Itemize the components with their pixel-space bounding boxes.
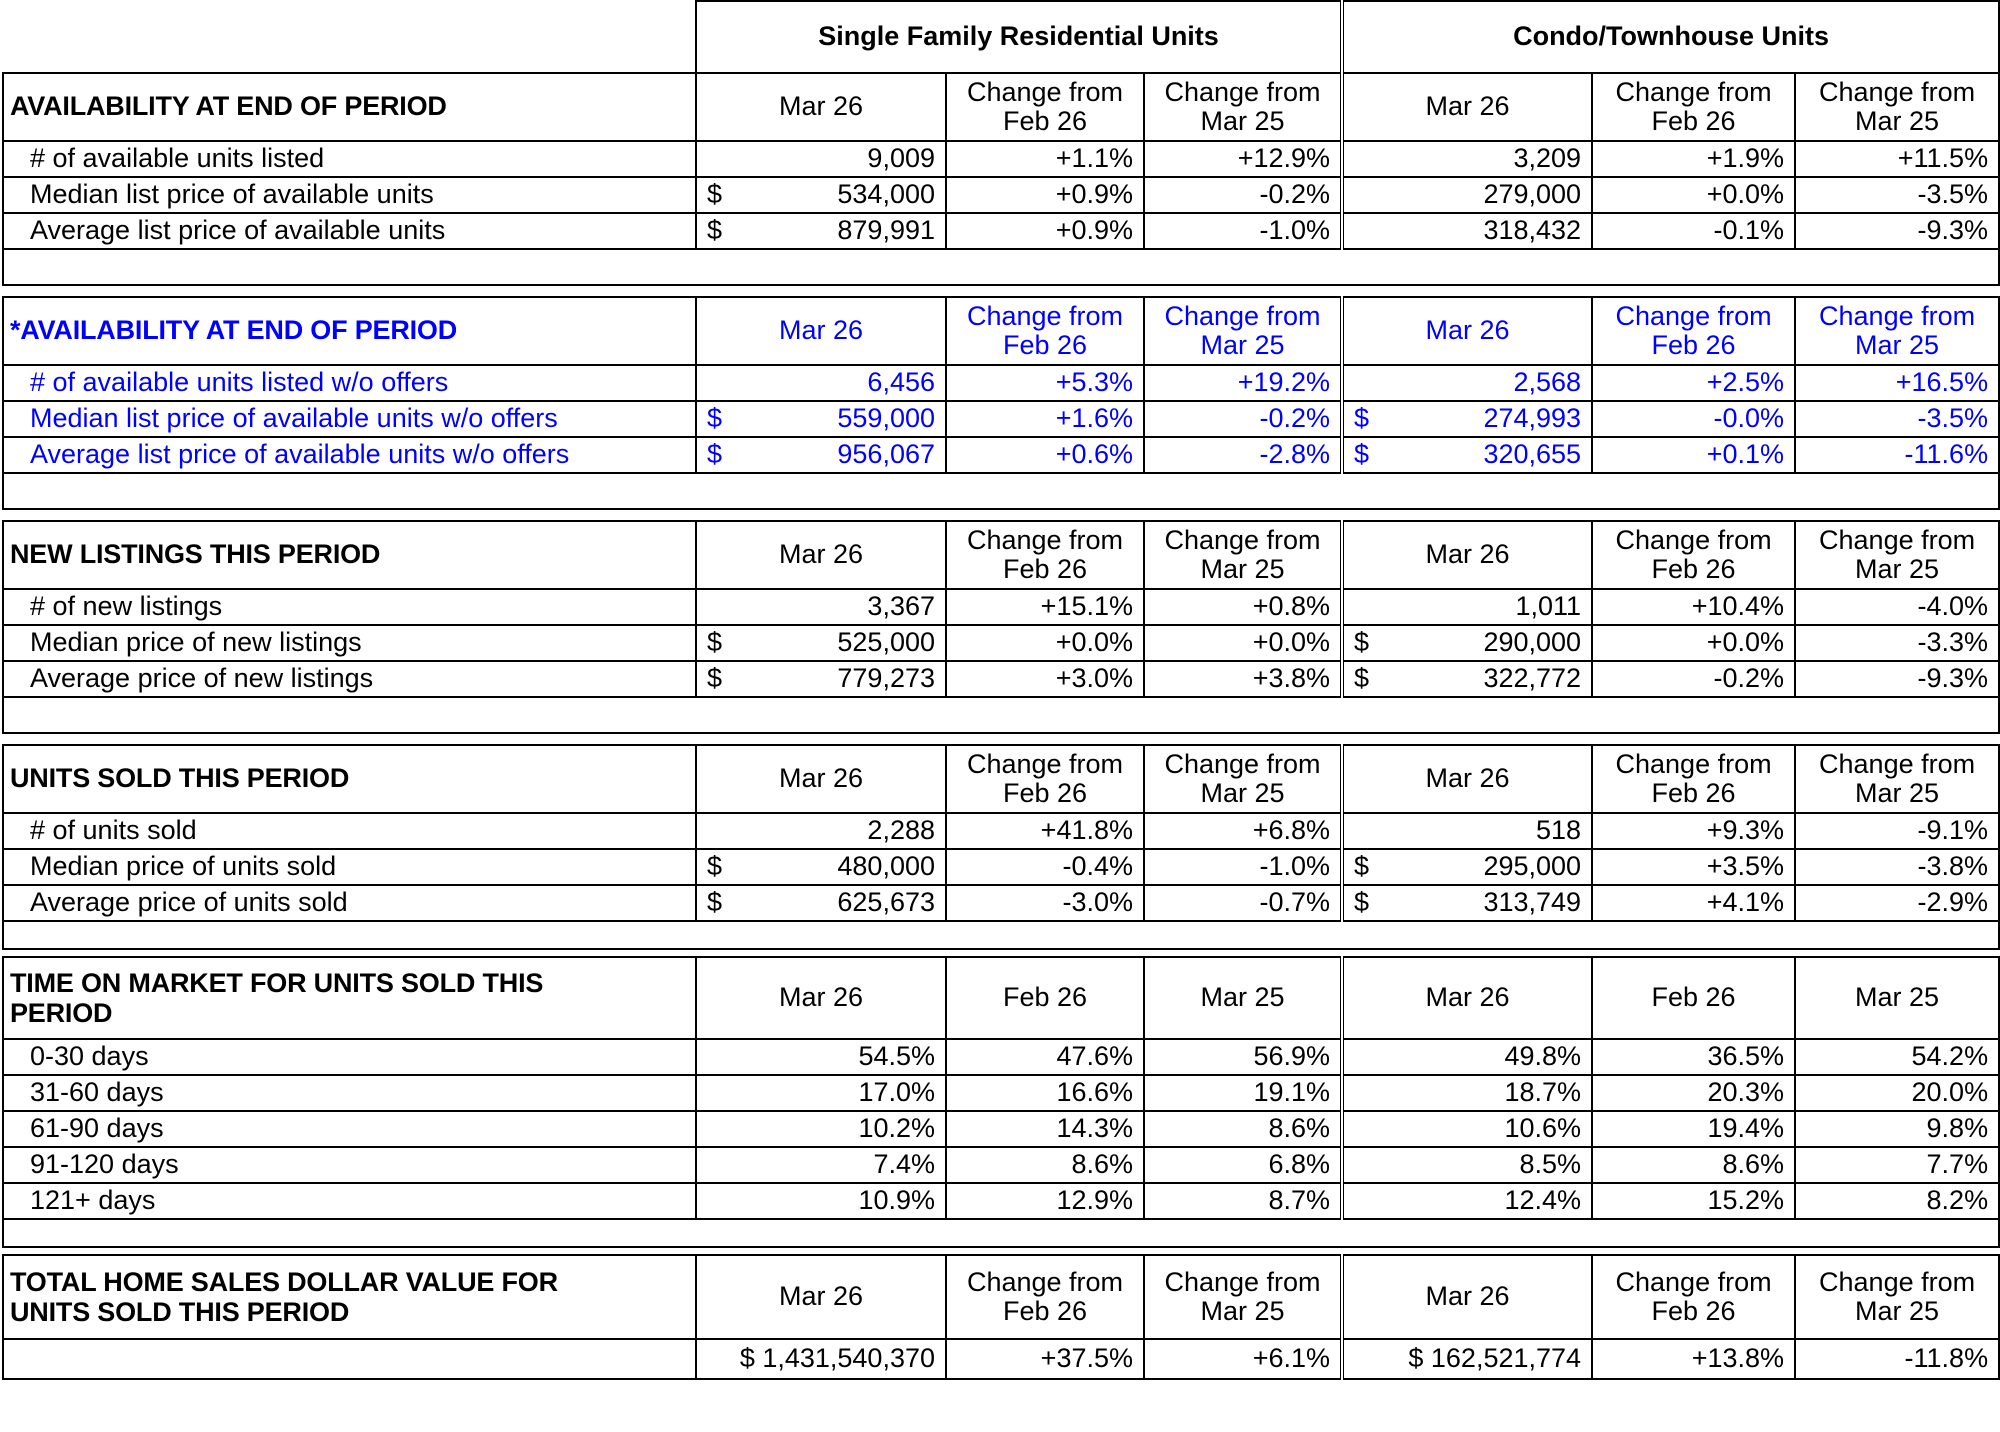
currency-symbol [1342, 1147, 1394, 1183]
sfr-value: 17.0% [748, 1075, 946, 1111]
sfr-change-mom: +1.1% [946, 141, 1144, 177]
sfr-mar25: 19.1% [1144, 1075, 1342, 1111]
condo-change-mom: -0.1% [1592, 213, 1795, 249]
currency-symbol: $ [696, 661, 748, 697]
condo-change-mom: -0.2% [1592, 661, 1795, 697]
row-label: Average list price of available units w/o offers [3, 437, 696, 473]
group-header-single-family: Single Family Residential Units [696, 1, 1342, 73]
group-header-row [3, 1, 1999, 73]
row-label: 91-120 days [3, 1147, 696, 1183]
colhead-sfr-yoy [1144, 297, 1342, 365]
condo-change-mom: -0.0% [1592, 401, 1795, 437]
table-row [3, 885, 1999, 921]
colhead-condo-mom [1592, 297, 1795, 365]
sfr-mar25: 8.7% [1144, 1183, 1342, 1219]
currency-symbol [696, 1147, 748, 1183]
currency-symbol [696, 813, 748, 849]
condo-value: 290,000 [1394, 625, 1592, 661]
currency-symbol: $ [1342, 625, 1394, 661]
row-label: Average price of new listings [3, 661, 696, 697]
feb-26-text: Feb 26 [1651, 778, 1736, 808]
mar-25-text: Mar 25 [1855, 330, 1940, 360]
table-row [3, 813, 1999, 849]
condo-value: 313,749 [1394, 885, 1592, 921]
colhead-condo-current: Mar 26 [1342, 521, 1592, 589]
condo-value: 279,000 [1394, 177, 1592, 213]
colhead-sfr-mom [946, 1255, 1144, 1339]
change-from-text: Change from [966, 524, 1124, 555]
feb-26-text: Feb 26 [1002, 330, 1088, 360]
sfr-value: 3,367 [748, 589, 946, 625]
currency-symbol [1342, 365, 1394, 401]
colhead-sfr-mar25: Mar 25 [1144, 957, 1342, 1039]
currency-symbol: $ [696, 625, 748, 661]
table-row [3, 1183, 1999, 1219]
table-row [3, 213, 1999, 249]
sfr-change-yoy: -1.0% [1144, 849, 1342, 885]
row-label: Median price of units sold [3, 849, 696, 885]
table-row [3, 1039, 1999, 1075]
feb-26-text: Feb 26 [1002, 106, 1088, 136]
change-from-text: Change from [966, 300, 1124, 331]
feb-26-text: Feb 26 [1651, 330, 1736, 360]
gap [3, 949, 1999, 957]
currency-symbol [696, 1183, 748, 1219]
colhead-sfr-current: Mar 26 [696, 297, 946, 365]
mar-25-text: Mar 25 [1855, 106, 1940, 136]
sfr-value: 625,673 [748, 885, 946, 921]
currency-symbol: $ [696, 437, 748, 473]
sfr-change-mom: -0.4% [946, 849, 1144, 885]
condo-change-yoy: -3.3% [1795, 625, 1999, 661]
sfr-change-yoy: +19.2% [1144, 365, 1342, 401]
colhead-sfr-yoy [1144, 521, 1342, 589]
currency-symbol: $ [696, 849, 748, 885]
colhead-condo-mom [1592, 521, 1795, 589]
sfr-feb26: 12.9% [946, 1183, 1144, 1219]
section-gap [3, 285, 1999, 297]
row-label: Median list price of available units w/o offers [3, 401, 696, 437]
table-row [3, 365, 1999, 401]
section-total-sales-header-row [3, 1255, 1999, 1339]
currency-symbol: $ [1342, 885, 1394, 921]
condo-feb26: 19.4% [1592, 1111, 1795, 1147]
section-spacer [3, 921, 1999, 949]
feb-26-text: Feb 26 [1651, 1296, 1736, 1326]
condo-total-value: $ 162,521,774 [1342, 1339, 1592, 1379]
colhead-sfr-mom [946, 521, 1144, 589]
condo-change-yoy: -2.9% [1795, 885, 1999, 921]
condo-value: 8.5% [1394, 1147, 1592, 1183]
table-row [3, 1147, 1999, 1183]
section-spacer [3, 249, 1999, 285]
sfr-total-value: $ 1,431,540,370 [696, 1339, 946, 1379]
change-from-text: Change from [1615, 1266, 1772, 1297]
sfr-value: 480,000 [748, 849, 946, 885]
section-spacer [3, 473, 1999, 509]
condo-value: 518 [1394, 813, 1592, 849]
sfr-change-yoy: +3.8% [1144, 661, 1342, 697]
section-title-availability: AVAILABILITY AT END OF PERIOD [3, 73, 696, 141]
colhead-condo-yoy [1795, 297, 1999, 365]
currency-symbol [1342, 813, 1394, 849]
row-label: # of units sold [3, 813, 696, 849]
row-label: # of new listings [3, 589, 696, 625]
sfr-mar25: 6.8% [1144, 1147, 1342, 1183]
feb-26-text: Feb 26 [1002, 778, 1088, 808]
sfr-value: 559,000 [748, 401, 946, 437]
table-row [3, 1339, 1999, 1379]
currency-symbol [696, 1039, 748, 1075]
spacer-band [3, 249, 1999, 285]
row-label: 31-60 days [3, 1075, 696, 1111]
sfr-change-yoy: +6.8% [1144, 813, 1342, 849]
colhead-sfr-mom [946, 745, 1144, 813]
condo-value: 18.7% [1394, 1075, 1592, 1111]
condo-value: 322,772 [1394, 661, 1592, 697]
sfr-value: 956,067 [748, 437, 946, 473]
feb-26-text: Feb 26 [1002, 1296, 1088, 1326]
colhead-condo-feb26: Feb 26 [1592, 957, 1795, 1039]
row-label: Median list price of available units [3, 177, 696, 213]
condo-change-yoy: +11.5% [1795, 141, 1999, 177]
mar-25-text: Mar 25 [1855, 778, 1940, 808]
sfr-change-mom: +1.6% [946, 401, 1144, 437]
currency-symbol: $ [1342, 661, 1394, 697]
feb-26-text: Feb 26 [1651, 106, 1736, 136]
row-label: 0-30 days [3, 1039, 696, 1075]
condo-mar25: 54.2% [1795, 1039, 1999, 1075]
table-row [3, 661, 1999, 697]
currency-symbol [696, 1075, 748, 1111]
currency-symbol [1342, 1075, 1394, 1111]
colhead-condo-current: Mar 26 [1342, 297, 1592, 365]
condo-value: 1,011 [1394, 589, 1592, 625]
sfr-change-yoy: +0.8% [1144, 589, 1342, 625]
colhead-condo-mom [1592, 745, 1795, 813]
condo-value: 295,000 [1394, 849, 1592, 885]
row-label: Average list price of available units [3, 213, 696, 249]
change-from-text: Change from [966, 748, 1124, 779]
sfr-change-yoy: +0.0% [1144, 625, 1342, 661]
sfr-change-mom: +37.5% [946, 1339, 1144, 1379]
sfr-change-yoy: -0.7% [1144, 885, 1342, 921]
condo-change-mom: +1.9% [1592, 141, 1795, 177]
condo-value: 49.8% [1394, 1039, 1592, 1075]
table-row [3, 1075, 1999, 1111]
condo-feb26: 15.2% [1592, 1183, 1795, 1219]
currency-symbol: $ [1342, 849, 1394, 885]
sfr-feb26: 47.6% [946, 1039, 1144, 1075]
change-from-text: Change from [1615, 300, 1772, 331]
colhead-sfr-current: Mar 26 [696, 73, 946, 141]
colhead-condo-yoy [1795, 521, 1999, 589]
section-gap [3, 1247, 1999, 1255]
condo-value: 2,568 [1394, 365, 1592, 401]
condo-change-mom: +10.4% [1592, 589, 1795, 625]
condo-mar25: 20.0% [1795, 1075, 1999, 1111]
condo-value: 318,432 [1394, 213, 1592, 249]
sfr-value: 779,273 [748, 661, 946, 697]
section-units-sold-header-row [3, 745, 1999, 813]
section-new-listings-header-row [3, 521, 1999, 589]
condo-value: 10.6% [1394, 1111, 1592, 1147]
currency-symbol [1342, 1183, 1394, 1219]
title-line-1: TOTAL HOME SALES DOLLAR VALUE FOR [10, 1266, 558, 1297]
colhead-sfr-yoy [1144, 73, 1342, 141]
colhead-sfr-feb26: Feb 26 [946, 957, 1144, 1039]
sfr-change-yoy: +12.9% [1144, 141, 1342, 177]
sfr-change-yoy: -2.8% [1144, 437, 1342, 473]
condo-value: 274,993 [1394, 401, 1592, 437]
colhead-condo-current: Mar 26 [1342, 957, 1592, 1039]
colhead-condo-mom [1592, 73, 1795, 141]
section-title-availability-no-offers: *AVAILABILITY AT END OF PERIOD [3, 297, 696, 365]
colhead-condo-mar25: Mar 25 [1795, 957, 1999, 1039]
sfr-mar25: 8.6% [1144, 1111, 1342, 1147]
row-label: 121+ days [3, 1183, 696, 1219]
currency-symbol [696, 1111, 748, 1147]
feb-26-text: Feb 26 [1651, 554, 1736, 584]
section-time-on-market-header-row [3, 957, 1999, 1039]
condo-change-yoy: -9.3% [1795, 213, 1999, 249]
mar-25-text: Mar 25 [1200, 554, 1285, 584]
sfr-change-yoy: -0.2% [1144, 401, 1342, 437]
condo-feb26: 20.3% [1592, 1075, 1795, 1111]
change-from-text: Change from [1615, 76, 1772, 107]
currency-symbol: $ [696, 177, 748, 213]
sfr-value: 10.9% [748, 1183, 946, 1219]
colhead-condo-mom [1592, 1255, 1795, 1339]
colhead-condo-yoy [1795, 745, 1999, 813]
condo-feb26: 36.5% [1592, 1039, 1795, 1075]
condo-value: 12.4% [1394, 1183, 1592, 1219]
title-line-2: UNITS SOLD THIS PERIOD [10, 1297, 350, 1327]
mar-25-text: Mar 25 [1855, 554, 1940, 584]
change-from-text: Change from [1819, 524, 1976, 555]
condo-change-mom: +4.1% [1592, 885, 1795, 921]
currency-symbol [1342, 1111, 1394, 1147]
sfr-value: 2,288 [748, 813, 946, 849]
condo-value: 3,209 [1394, 141, 1592, 177]
condo-change-mom: +3.5% [1592, 849, 1795, 885]
section-gap [3, 949, 1999, 957]
colhead-sfr-yoy [1144, 1255, 1342, 1339]
gap [3, 509, 1999, 521]
sfr-change-mom: -3.0% [946, 885, 1144, 921]
section-gap [3, 733, 1999, 745]
change-from-text: Change from [1164, 524, 1321, 555]
currency-symbol [1342, 141, 1394, 177]
colhead-sfr-current: Mar 26 [696, 957, 946, 1039]
section-title-new-listings: NEW LISTINGS THIS PERIOD [3, 521, 696, 589]
mar-25-text: Mar 25 [1200, 778, 1285, 808]
currency-symbol [1342, 177, 1394, 213]
condo-change-mom: +0.0% [1592, 177, 1795, 213]
sfr-change-mom: +41.8% [946, 813, 1144, 849]
currency-symbol: $ [696, 213, 748, 249]
title-line-1: TIME ON MARKET FOR UNITS SOLD THIS [10, 967, 544, 998]
condo-change-yoy: -3.5% [1795, 401, 1999, 437]
change-from-text: Change from [1164, 1266, 1321, 1297]
condo-change-yoy: -3.5% [1795, 177, 1999, 213]
change-from-text: Change from [1819, 748, 1976, 779]
sfr-value: 534,000 [748, 177, 946, 213]
condo-change-mom: +9.3% [1592, 813, 1795, 849]
condo-change-yoy: -3.8% [1795, 849, 1999, 885]
section-title-units-sold: UNITS SOLD THIS PERIOD [3, 745, 696, 813]
title-line-2: PERIOD [10, 998, 113, 1028]
condo-feb26: 8.6% [1592, 1147, 1795, 1183]
section-availability-no-offers-header-row [3, 297, 1999, 365]
spacer-band [3, 1219, 1999, 1247]
condo-change-yoy: -11.8% [1795, 1339, 1999, 1379]
condo-mar25: 7.7% [1795, 1147, 1999, 1183]
sfr-feb26: 16.6% [946, 1075, 1144, 1111]
colhead-sfr-current: Mar 26 [696, 1255, 946, 1339]
section-title-total-home-sales [3, 1255, 696, 1339]
empty-corner [3, 1, 696, 73]
table-row [3, 589, 1999, 625]
colhead-sfr-mom [946, 297, 1144, 365]
table-row [3, 625, 1999, 661]
condo-change-yoy: -9.1% [1795, 813, 1999, 849]
colhead-condo-current: Mar 26 [1342, 73, 1592, 141]
currency-symbol: $ [696, 401, 748, 437]
change-from-text: Change from [1819, 1266, 1976, 1297]
row-label: 61-90 days [3, 1111, 696, 1147]
sfr-value: 879,991 [748, 213, 946, 249]
condo-mar25: 8.2% [1795, 1183, 1999, 1219]
feb-26-text: Feb 26 [1002, 554, 1088, 584]
change-from-text: Change from [1819, 76, 1976, 107]
row-label: # of available units listed [3, 141, 696, 177]
condo-change-yoy: +16.5% [1795, 365, 1999, 401]
sfr-change-mom: +0.9% [946, 177, 1144, 213]
colhead-sfr-current: Mar 26 [696, 745, 946, 813]
table-row [3, 401, 1999, 437]
change-from-text: Change from [1164, 76, 1321, 107]
sfr-change-mom: +0.6% [946, 437, 1144, 473]
colhead-sfr-yoy [1144, 745, 1342, 813]
currency-symbol [1342, 589, 1394, 625]
sfr-change-yoy: +6.1% [1144, 1339, 1342, 1379]
mar-25-text: Mar 25 [1200, 1296, 1285, 1326]
row-label: Median price of new listings [3, 625, 696, 661]
spacer-band [3, 473, 1999, 509]
condo-change-yoy: -4.0% [1795, 589, 1999, 625]
table-row [3, 437, 1999, 473]
sfr-change-mom: +0.9% [946, 213, 1144, 249]
condo-change-mom: +13.8% [1592, 1339, 1795, 1379]
colhead-condo-yoy [1795, 1255, 1999, 1339]
sfr-change-mom: +15.1% [946, 589, 1144, 625]
condo-change-mom: +0.0% [1592, 625, 1795, 661]
change-from-text: Change from [1164, 748, 1321, 779]
colhead-condo-current: Mar 26 [1342, 745, 1592, 813]
sfr-value: 9,009 [748, 141, 946, 177]
table-row [3, 177, 1999, 213]
condo-mar25: 9.8% [1795, 1111, 1999, 1147]
market-statistics-table [2, 0, 2000, 1380]
mar-25-text: Mar 25 [1200, 106, 1285, 136]
table-row [3, 141, 1999, 177]
row-label [3, 1339, 696, 1379]
row-label: Average price of units sold [3, 885, 696, 921]
condo-value: 320,655 [1394, 437, 1592, 473]
section-spacer [3, 1219, 1999, 1247]
table-row [3, 849, 1999, 885]
condo-change-yoy: -9.3% [1795, 661, 1999, 697]
sfr-value: 54.5% [748, 1039, 946, 1075]
sfr-feb26: 8.6% [946, 1147, 1144, 1183]
change-from-text: Change from [1615, 524, 1772, 555]
table-row [3, 1111, 1999, 1147]
sfr-value: 10.2% [748, 1111, 946, 1147]
gap [3, 733, 1999, 745]
sfr-change-mom: +5.3% [946, 365, 1144, 401]
sfr-change-yoy: -1.0% [1144, 213, 1342, 249]
currency-symbol [696, 589, 748, 625]
sfr-feb26: 14.3% [946, 1111, 1144, 1147]
change-from-text: Change from [966, 1266, 1124, 1297]
spacer-band [3, 921, 1999, 949]
currency-symbol [696, 141, 748, 177]
colhead-sfr-current: Mar 26 [696, 521, 946, 589]
currency-symbol [1342, 1039, 1394, 1075]
change-from-text: Change from [1615, 748, 1772, 779]
sfr-value: 6,456 [748, 365, 946, 401]
group-header-condo-townhouse: Condo/Townhouse Units [1342, 1, 1999, 73]
gap [3, 285, 1999, 297]
mar-25-text: Mar 25 [1200, 330, 1285, 360]
sfr-mar25: 56.9% [1144, 1039, 1342, 1075]
currency-symbol [1342, 213, 1394, 249]
condo-change-yoy: -11.6% [1795, 437, 1999, 473]
change-from-text: Change from [966, 76, 1124, 107]
currency-symbol [696, 365, 748, 401]
sfr-change-yoy: -0.2% [1144, 177, 1342, 213]
section-gap [3, 509, 1999, 521]
condo-change-mom: +0.1% [1592, 437, 1795, 473]
sfr-change-mom: +0.0% [946, 625, 1144, 661]
row-label: # of available units listed w/o offers [3, 365, 696, 401]
section-spacer [3, 697, 1999, 733]
sfr-value: 525,000 [748, 625, 946, 661]
currency-symbol: $ [1342, 437, 1394, 473]
currency-symbol: $ [696, 885, 748, 921]
sfr-value: 7.4% [748, 1147, 946, 1183]
colhead-condo-yoy [1795, 73, 1999, 141]
spacer-band [3, 697, 1999, 733]
condo-change-mom: +2.5% [1592, 365, 1795, 401]
change-from-text: Change from [1819, 300, 1976, 331]
section-availability-header-row [3, 73, 1999, 141]
section-title-time-on-market [3, 957, 696, 1039]
mar-25-text: Mar 25 [1855, 1296, 1940, 1326]
sfr-change-mom: +3.0% [946, 661, 1144, 697]
change-from-text: Change from [1164, 300, 1321, 331]
gap [3, 1247, 1999, 1255]
colhead-sfr-mom [946, 73, 1144, 141]
currency-symbol: $ [1342, 401, 1394, 437]
colhead-condo-current: Mar 26 [1342, 1255, 1592, 1339]
